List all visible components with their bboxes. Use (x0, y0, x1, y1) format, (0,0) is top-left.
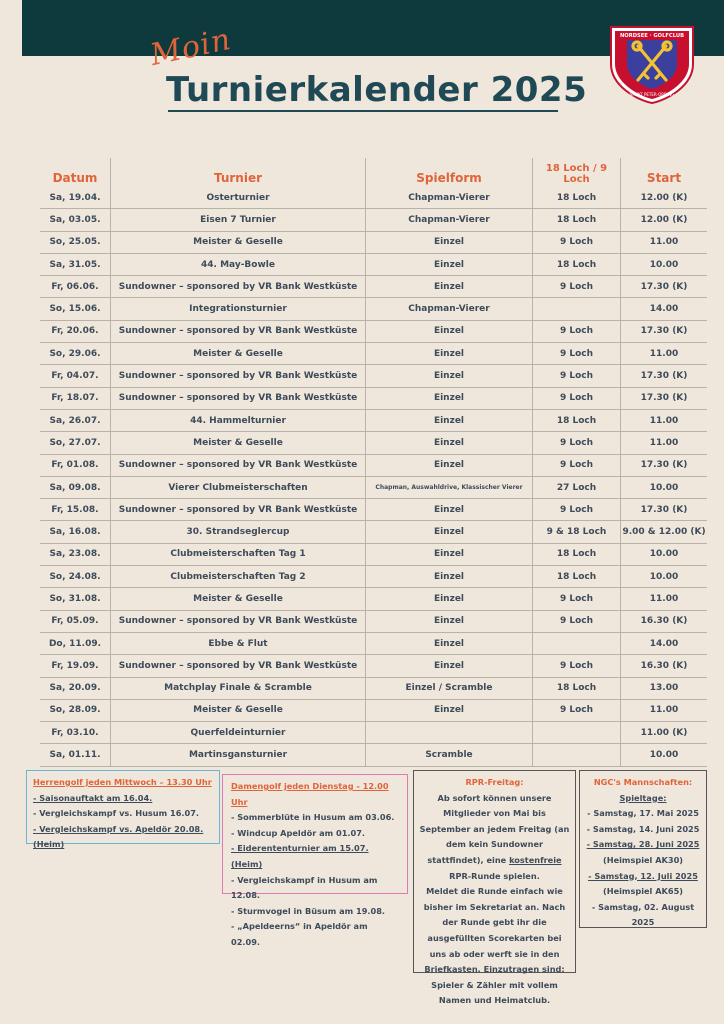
ngc-box (579, 770, 707, 928)
herrengolf-item: - Saisonauftakt am 16.04. (33, 792, 153, 803)
cell-datum: So, 15.06. (40, 298, 111, 320)
cell-datum: Do, 11.09. (40, 632, 111, 654)
cell-turnier: Matchplay Finale & Scramble (111, 677, 366, 699)
ngc-item: - Samstag, 12. Juli 2025 (588, 870, 698, 881)
cell-start: 16.30 (K) (621, 610, 708, 632)
header-turnier: Turnier (111, 158, 366, 187)
cell-loch: 9 Loch (533, 454, 621, 476)
cell-datum: Sa, 09.08. (40, 476, 111, 498)
cell-start: 13.00 (621, 677, 708, 699)
cell-turnier: Sundowner – sponsored by VR Bank Westküste (111, 365, 366, 387)
ngc-item: - Samstag, 17. Mai 2025 (587, 808, 699, 819)
cell-loch: 9 Loch (533, 655, 621, 677)
cell-spielform: Einzel (366, 499, 533, 521)
cell-datum: Sa, 16.08. (40, 521, 111, 543)
cell-start: 14.00 (621, 632, 708, 654)
cell-loch: 18 Loch (533, 543, 621, 565)
cell-turnier: Sundowner – sponsored by VR Bank Westküste (111, 655, 366, 677)
ngc-item: - Samstag, 14. Juni 2025 (586, 823, 700, 834)
cell-turnier: Sundowner – sponsored by VR Bank Westküste (111, 610, 366, 632)
cell-turnier: Meister & Geselle (111, 231, 366, 253)
cell-loch: 9 Loch (533, 499, 621, 521)
cell-start: 10.00 (621, 543, 708, 565)
cell-datum: Fr, 15.08. (40, 499, 111, 521)
cell-spielform: Einzel (366, 610, 533, 632)
cell-spielform: Einzel (366, 655, 533, 677)
cell-loch: 9 & 18 Loch (533, 521, 621, 543)
cell-spielform: Einzel (366, 276, 533, 298)
rpr-text: Ab sofort können unsere Mitglieder von Mai bis September an jedem Freitag (an dem kein Sundowner stattfindet), eine (419, 792, 570, 865)
cell-start: 9.00 & 12.00 (K) (621, 521, 708, 543)
header-datum: Datum (52, 171, 98, 185)
table-row (40, 744, 707, 766)
damengolf-item: - Sturmvogel in Büsum am 19.08. (231, 905, 386, 916)
rpr-paragraph-2: Meldet die Runde einfach wie bisher im Sekretariat an. Nach der Runde gebt ihr die ausgefüllten Scorekarten bei uns ab oder werft sie in den Briefkasten. Einzutragen sind: Spieler & Zähler mit vollem Namen und Heimatclub. (423, 886, 566, 1006)
logo-bottom-text: SANKT PETER-ORDING (629, 92, 675, 97)
header-loch: 18 Loch / 9 Loch (533, 158, 621, 187)
cell-spielform: Einzel / Scramble (366, 677, 533, 699)
cell-spielform: Chapman-Vierer (366, 209, 533, 231)
table-row (40, 298, 707, 320)
rpr-text: RPR-Runde spielen. (449, 870, 540, 881)
table-row (40, 387, 707, 409)
cell-datum: Sa, 31.05. (40, 253, 111, 275)
ngc-subtitle: Spieltage: (619, 792, 667, 803)
cell-start: 11.00 (K) (621, 722, 708, 744)
rpr-paragraph-1 (418, 791, 571, 885)
cell-turnier: Martinsgansturnier (111, 744, 366, 766)
table-row (40, 632, 707, 654)
table-row (40, 655, 707, 677)
cell-loch: 27 Loch (533, 476, 621, 498)
cell-spielform: Chapman-Vierer (366, 298, 533, 320)
cell-start: 16.30 (K) (621, 655, 708, 677)
cell-datum: Fr, 19.09. (40, 655, 111, 677)
table-row (40, 231, 707, 253)
table-row (40, 409, 707, 431)
ngc-item: (Heimspiel AK30) (602, 854, 684, 865)
cell-spielform (366, 722, 533, 744)
damengolf-item: - Windcup Apeldör am 01.07. (231, 827, 366, 838)
cell-turnier: Sundowner – sponsored by VR Bank Westküste (111, 387, 366, 409)
table-row (40, 320, 707, 342)
cell-datum: Sa, 19.04. (40, 187, 111, 209)
cell-loch: 18 Loch (533, 187, 621, 209)
cell-datum: Fr, 05.09. (40, 610, 111, 632)
cell-turnier: Vierer Clubmeisterschaften (111, 476, 366, 498)
damengolf-title: Damengolf jeden Dienstag - 12.00 Uhr (231, 781, 389, 807)
cell-spielform: Einzel (366, 566, 533, 588)
cell-turnier: 30. Strandseglercup (111, 521, 366, 543)
table-row (40, 677, 707, 699)
cell-datum: So, 29.06. (40, 343, 111, 365)
cell-loch: 18 Loch (533, 253, 621, 275)
cell-start: 10.00 (621, 744, 708, 766)
cell-turnier: Ebbe & Flut (111, 632, 366, 654)
cell-turnier: Integrationsturnier (111, 298, 366, 320)
cell-loch: 18 Loch (533, 409, 621, 431)
cell-loch: 9 Loch (533, 387, 621, 409)
cell-datum: Sa, 26.07. (40, 409, 111, 431)
header-start: Start (621, 158, 708, 187)
herrengolf-item: - Vergleichskampf vs. Husum 16.07. (33, 808, 200, 819)
cell-datum: Fr, 03.10. (40, 722, 111, 744)
cell-turnier: Osterturnier (111, 187, 366, 209)
cell-spielform: Einzel (366, 521, 533, 543)
table-row (40, 722, 707, 744)
table-row (40, 253, 707, 275)
rpr-text-underlined: kostenfreie (509, 854, 562, 865)
cell-loch: 18 Loch (533, 209, 621, 231)
table-row (40, 432, 707, 454)
ngc-item: (Heimspiel AK65) (602, 886, 684, 897)
cell-spielform: Einzel (366, 432, 533, 454)
cell-loch: 9 Loch (533, 231, 621, 253)
rpr-box (413, 770, 576, 1006)
table-row (40, 521, 707, 543)
cell-loch: 9 Loch (533, 365, 621, 387)
page-title: Turnierkalender 2025 (166, 70, 588, 110)
cell-turnier: Querfeldeinturnier (111, 722, 366, 744)
cell-turnier: Clubmeisterschaften Tag 1 (111, 543, 366, 565)
cell-start: 10.00 (621, 253, 708, 275)
ngc-item: - Samstag, 02. August 2025 (591, 901, 695, 928)
logo-top-text: NORDSEE · GOLFCLUB (619, 33, 685, 39)
cell-loch: 9 Loch (533, 343, 621, 365)
cell-start: 17.30 (K) (621, 320, 708, 342)
cell-start: 17.30 (K) (621, 499, 708, 521)
table-row (40, 476, 707, 498)
table-row (40, 209, 707, 231)
cell-start: 14.00 (621, 298, 708, 320)
cell-start: 12.00 (K) (621, 209, 708, 231)
table-row (40, 610, 707, 632)
cell-start: 11.00 (621, 432, 708, 454)
cell-spielform: Einzel (366, 387, 533, 409)
cell-datum: So, 24.08. (40, 566, 111, 588)
cell-loch (533, 744, 621, 766)
cell-turnier: 44. Hammelturnier (111, 409, 366, 431)
cell-spielform: Einzel (366, 588, 533, 610)
cell-datum: So, 31.08. (40, 588, 111, 610)
cell-turnier: Meister & Geselle (111, 432, 366, 454)
cell-spielform: Einzel (366, 320, 533, 342)
cell-spielform: Chapman, Auswahldrive, Klassischer Vierer (366, 476, 533, 498)
cell-spielform: Einzel (366, 343, 533, 365)
cell-loch: 9 Loch (533, 320, 621, 342)
cell-turnier: Meister & Geselle (111, 699, 366, 721)
cell-turnier: Sundowner – sponsored by VR Bank Westküste (111, 320, 366, 342)
damengolf-item: - Sommerblüte in Husum am 03.06. (231, 812, 395, 823)
cell-datum: Fr, 18.07. (40, 387, 111, 409)
table-row (40, 566, 707, 588)
cell-start: 10.00 (621, 476, 708, 498)
cell-turnier: Sundowner – sponsored by VR Bank Westküste (111, 276, 366, 298)
moin-script: Moin (147, 21, 235, 74)
cell-spielform: Einzel (366, 253, 533, 275)
cell-datum: Sa, 23.08. (40, 543, 111, 565)
table-row (40, 187, 707, 209)
cell-loch: 9 Loch (533, 610, 621, 632)
damengolf-item: - Eiderententurnier am 15.07. (Heim) (231, 843, 369, 869)
cell-spielform: Chapman-Vierer (366, 187, 533, 209)
cell-datum: So, 27.07. (40, 432, 111, 454)
cell-turnier: 44. May-Bowle (111, 253, 366, 275)
cell-loch: 18 Loch (533, 677, 621, 699)
cell-loch: 18 Loch (533, 566, 621, 588)
cell-datum: Fr, 20.06. (40, 320, 111, 342)
herrengolf-title: Herrengolf jeden Mittwoch – 13.30 Uhr (33, 777, 212, 787)
cell-loch (533, 632, 621, 654)
cell-spielform: Einzel (366, 454, 533, 476)
table-row (40, 454, 707, 476)
table-row (40, 365, 707, 387)
cell-datum: Sa, 03.05. (40, 209, 111, 231)
herrengolf-item: - Vergleichskampf vs. Apeldör 20.08. (Heim) (33, 823, 204, 850)
cell-turnier: Sundowner – sponsored by VR Bank Westküste (111, 454, 366, 476)
cell-start: 11.00 (621, 231, 708, 253)
damengolf-box (222, 774, 408, 947)
cell-turnier: Meister & Geselle (111, 343, 366, 365)
cell-loch: 9 Loch (533, 276, 621, 298)
club-logo-icon (607, 24, 697, 104)
table-header-row (40, 158, 707, 187)
cell-turnier: Meister & Geselle (111, 588, 366, 610)
cell-spielform: Scramble (366, 744, 533, 766)
cell-datum: So, 25.05. (40, 231, 111, 253)
cell-start: 10.00 (621, 566, 708, 588)
cell-loch: 9 Loch (533, 432, 621, 454)
cell-start: 11.00 (621, 409, 708, 431)
cell-datum: Fr, 01.08. (40, 454, 111, 476)
table-row (40, 276, 707, 298)
table-row (40, 499, 707, 521)
cell-start: 17.30 (K) (621, 276, 708, 298)
cell-datum: So, 28.09. (40, 699, 111, 721)
cell-turnier: Sundowner – sponsored by VR Bank Westküste (111, 499, 366, 521)
cell-start: 11.00 (621, 588, 708, 610)
table-row (40, 699, 707, 721)
damengolf-item: - „Apeldeerns“ in Apeldör am 02.09. (231, 921, 368, 947)
cell-spielform: Einzel (366, 409, 533, 431)
ngc-item: - Samstag, 28. Juni 2025 (586, 839, 700, 850)
cell-start: 12.00 (K) (621, 187, 708, 209)
cell-spielform: Einzel (366, 632, 533, 654)
cell-start: 11.00 (621, 699, 708, 721)
cell-spielform: Einzel (366, 543, 533, 565)
cell-start: 11.00 (621, 343, 708, 365)
title-underline (168, 110, 558, 112)
cell-datum: Sa, 20.09. (40, 677, 111, 699)
cell-start: 17.30 (K) (621, 365, 708, 387)
cell-spielform: Einzel (366, 699, 533, 721)
cell-loch (533, 722, 621, 744)
table-row (40, 343, 707, 365)
cell-datum: Fr, 04.07. (40, 365, 111, 387)
rpr-title: RPR-Freitag: (465, 777, 524, 787)
ngc-title: NGC's Mannschaften: (593, 777, 693, 787)
cell-spielform: Einzel (366, 231, 533, 253)
table-row (40, 588, 707, 610)
cell-turnier: Clubmeisterschaften Tag 2 (111, 566, 366, 588)
cell-start: 17.30 (K) (621, 387, 708, 409)
tournament-table (40, 158, 707, 767)
table-row (40, 543, 707, 565)
cell-start: 17.30 (K) (621, 454, 708, 476)
cell-loch: 9 Loch (533, 699, 621, 721)
header-spielform: Spielform (366, 158, 533, 187)
cell-turnier: Eisen 7 Turnier (111, 209, 366, 231)
cell-spielform: Einzel (366, 365, 533, 387)
cell-datum: Fr, 06.06. (40, 276, 111, 298)
herrengolf-box (26, 770, 220, 850)
cell-loch (533, 298, 621, 320)
damengolf-item: - Vergleichskampf in Husum am 12.08. (231, 874, 378, 901)
cell-datum: Sa, 01.11. (40, 744, 111, 766)
cell-loch: 9 Loch (533, 588, 621, 610)
